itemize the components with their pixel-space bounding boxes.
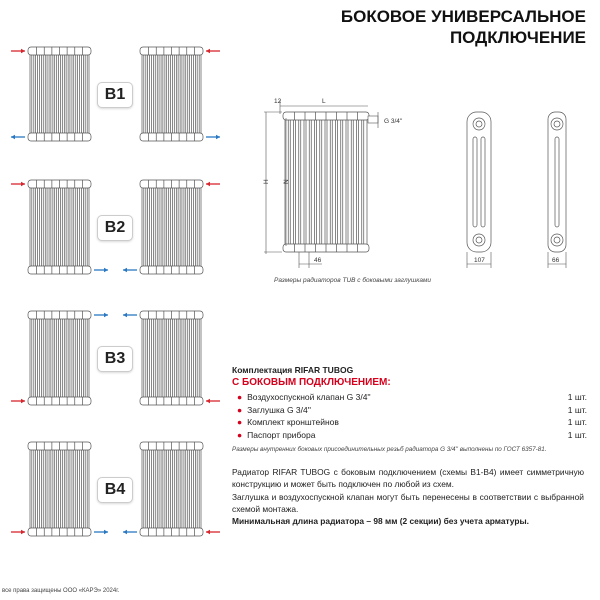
drawing-caption: Размеры радиаторов TUB с боковыми заглушками: [274, 277, 432, 284]
supply-arrow-icon: [11, 49, 25, 53]
bullet-icon: ●: [237, 417, 243, 427]
scheme-label: B4: [97, 477, 133, 503]
kit-item-name: Паспорт прибора: [247, 429, 316, 440]
dim-L: L: [322, 98, 326, 105]
dim-N: N: [283, 179, 290, 184]
kit-item-name: Воздухоспускной клапан G 3/4'': [247, 392, 371, 402]
kit-item: [237, 429, 587, 442]
kit-item-qty: 1 шт.: [567, 429, 587, 440]
supply-arrow-icon: [206, 530, 220, 534]
supply-arrow-icon: [206, 49, 220, 53]
radiator-front-view: [283, 112, 369, 252]
kit-item: [237, 391, 587, 404]
dim-46: 46: [314, 257, 322, 264]
supply-arrow-icon: [11, 182, 25, 186]
radiator-left: [28, 311, 91, 405]
radiator-side-view-66-width: 66: [552, 257, 560, 264]
radiator-right: [140, 47, 203, 141]
description-p1: Радиатор RIFAR TUBOG с боковым подключением (схемы B1-B4) имеет симметричную конструкцию и может быть подключен по любой из схем.: [232, 467, 584, 490]
thread-label: G 3/4'': [384, 118, 403, 125]
return-arrow-icon: [94, 530, 108, 534]
kit-item-qty: 1 шт.: [567, 417, 587, 427]
radiator-right: [140, 180, 203, 274]
return-arrow-icon: [123, 530, 137, 534]
return-arrow-icon: [94, 268, 108, 272]
description-min-length: Минимальная длина радиатора – 98 мм (2 секции) без учета арматуры.: [232, 516, 529, 527]
copyright: все права защищены ООО «КАРЭ» 2024г.: [2, 588, 120, 594]
kit-subheading: С БОКОВЫМ ПОДКЛЮЧЕНИЕМ:: [232, 377, 391, 388]
supply-arrow-icon: [206, 182, 220, 186]
scheme-label: B1: [97, 82, 133, 108]
kit-item: [237, 416, 587, 429]
radiator-right: [140, 311, 203, 405]
kit-item-name: Комплект кронштейнов: [247, 417, 339, 427]
radiator-left: [28, 442, 91, 536]
return-arrow-icon: [94, 313, 108, 317]
kit-note: Размеры внутренних боковых присоединительных резьб радиатора G 3/4'' выполнены по ГОСТ 6357-81.: [232, 446, 547, 453]
radiator-right: [140, 442, 203, 536]
bullet-icon: ●: [237, 404, 243, 415]
kit-item-qty: 1 шт.: [567, 404, 587, 415]
return-arrow-icon: [123, 313, 137, 317]
supply-arrow-icon: [11, 399, 25, 403]
supply-arrow-icon: [11, 530, 25, 534]
radiator-side-view-66: [548, 112, 566, 252]
kit-item: [237, 404, 587, 417]
radiator-side-view-107-width: 107: [474, 257, 485, 264]
return-arrow-icon: [123, 268, 137, 272]
kit-list: [232, 391, 587, 441]
scheme-label: B2: [97, 215, 133, 241]
dim-H: H: [263, 179, 270, 184]
description-p2: Заглушка и воздухоспускной клапан могут быть перенесены в соответствии с выбранной схемой монтажа.: [232, 491, 584, 514]
radiator-left: [28, 180, 91, 274]
bullet-icon: ●: [237, 392, 243, 402]
supply-arrow-icon: [206, 399, 220, 403]
description: [232, 466, 584, 527]
bullet-icon: ●: [237, 429, 243, 440]
page-title: БОКОВОЕ УНИВЕРСАЛЬНОЕ ПОДКЛЮЧЕНИЕ: [340, 7, 586, 47]
dim-12: 12: [274, 98, 282, 105]
kit-item-name: Заглушка G 3/4'': [247, 404, 311, 415]
dimension-drawing: [262, 92, 592, 277]
radiator-side-view-107: [467, 112, 491, 252]
kit-item-qty: 1 шт.: [567, 392, 587, 402]
kit-heading: Комплектация RIFAR TUBOG: [232, 365, 354, 375]
return-arrow-icon: [11, 135, 25, 139]
return-arrow-icon: [206, 135, 220, 139]
radiator-left: [28, 47, 91, 141]
scheme-label: B3: [97, 346, 133, 372]
kit-section: [232, 365, 587, 453]
